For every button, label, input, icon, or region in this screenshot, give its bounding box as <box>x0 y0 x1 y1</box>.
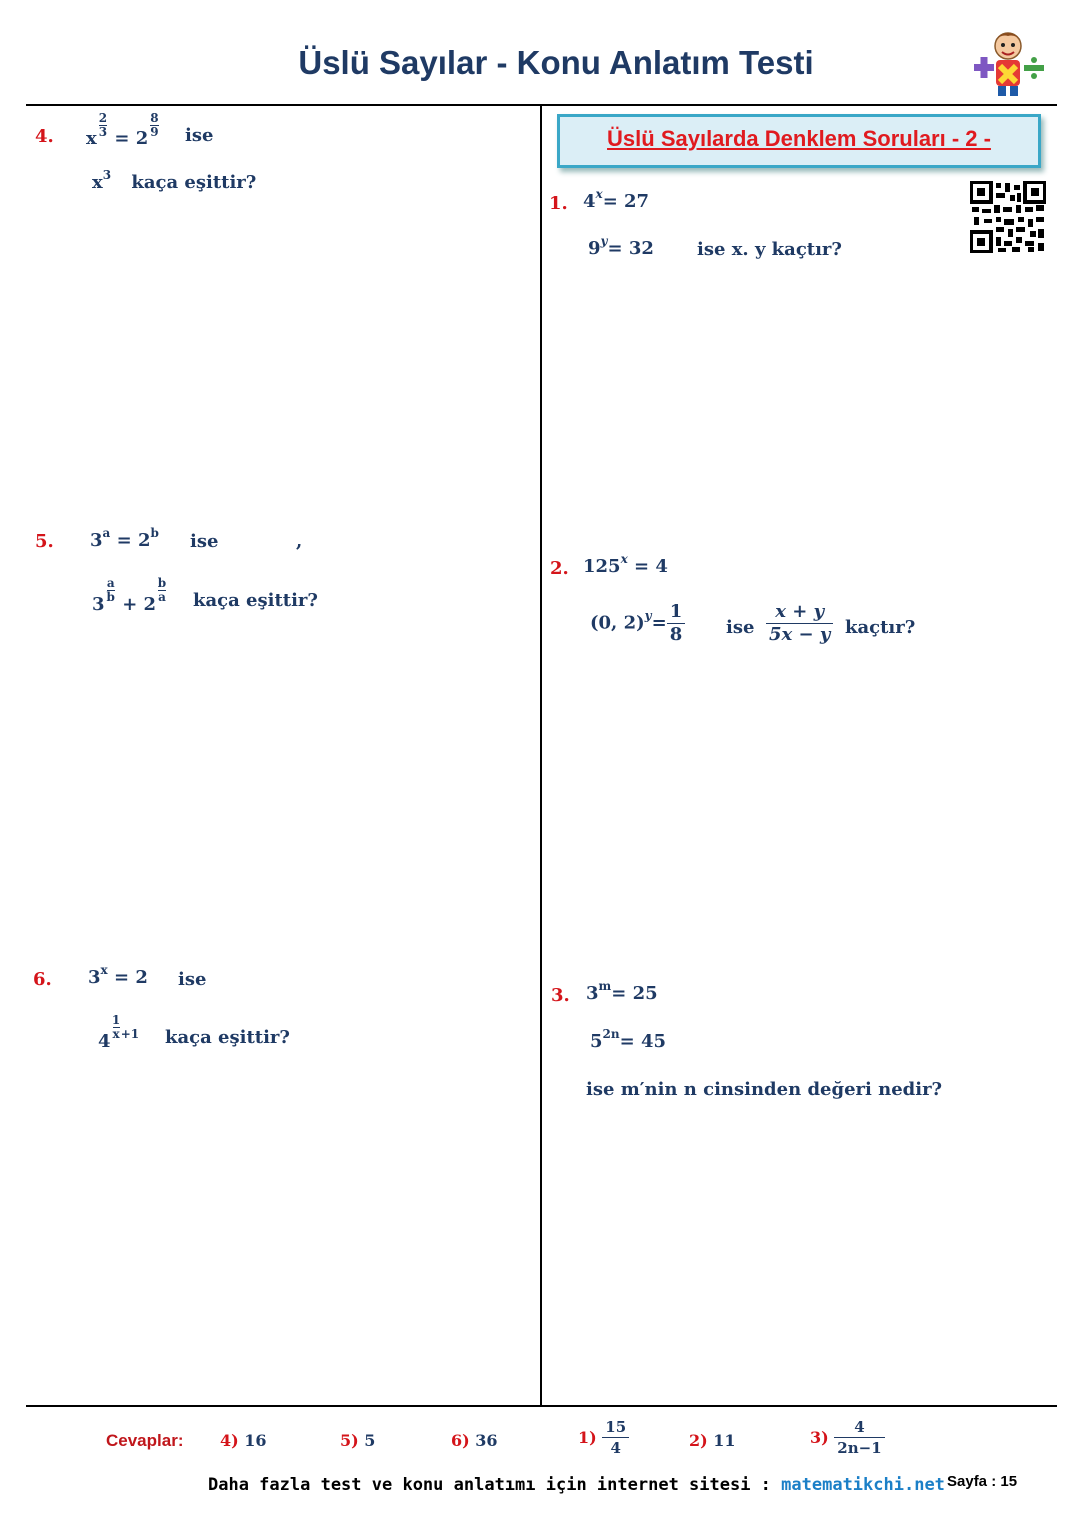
q6-equation: 3$^x$ = 2 <box>88 963 148 988</box>
ise-label: ise <box>185 125 214 146</box>
answer-item: 3) $\frac{4}{2n-1}$ <box>810 1417 885 1458</box>
comma: , <box>296 531 303 552</box>
q2-ratio: $\frac{x + y}{5x - y}$ <box>766 601 833 646</box>
answer-item: 2) 11 <box>689 1431 736 1450</box>
question-number: 3. <box>551 985 570 1006</box>
q4-equation: $x\frac{2}{3}$ = $2\frac{8}{9}$ <box>86 111 159 149</box>
question-number: 2. <box>550 558 569 579</box>
cartoon-kid-math-symbols-icon <box>966 26 1050 98</box>
q1-equation-2: $9^y= 32$ <box>588 234 654 259</box>
footer-text: Daha fazla test ve konu anlatımı için internet sitesi : matematikchi.net <box>208 1475 945 1495</box>
qr-code-icon <box>970 181 1046 253</box>
column-divider <box>540 105 542 1407</box>
q6-question: kaça eşittir? <box>165 1027 290 1048</box>
page-number: Sayfa : 15 <box>947 1473 1018 1490</box>
website-link[interactable]: matematikchi.net <box>781 1475 945 1495</box>
answer-item: 5) 5 <box>340 1431 376 1450</box>
section-title: Üslü Sayılarda Denklem Soruları - 2 - <box>607 126 991 151</box>
ise-label: ise <box>190 531 219 552</box>
question-number: 1. <box>549 193 568 214</box>
ise-label: ise <box>726 617 755 638</box>
q1-question: ise x. y kaçtır? <box>697 239 842 260</box>
q2-question: kaçtır? <box>845 617 916 638</box>
q6-expression: $4\frac{1}{x}$ $^{+1}$ <box>98 1013 140 1052</box>
page-title: Üslü Sayılar - Konu Anlatım Testi <box>298 44 814 81</box>
q3-equation-1: $3^m= 25$ <box>586 979 658 1004</box>
q1-equation-1: $4^x= 27$ <box>583 187 650 212</box>
answer-item: 1) $\frac{15}{4}$ <box>578 1417 629 1458</box>
question-number: 6. <box>33 969 52 990</box>
answer-item: 6) 36 <box>451 1431 498 1450</box>
question-number: 5. <box>35 531 54 552</box>
q3-equation-2: $5^{2n}= 45$ <box>590 1027 667 1052</box>
footer-divider <box>26 1405 1057 1407</box>
q5-equation: $3^a = 2^b$ <box>90 526 159 551</box>
ise-label: ise <box>178 969 207 990</box>
answer-item: 4) 16 <box>220 1431 267 1450</box>
q5-expression: $3\frac{a}{b}$ + $2\frac{b}{a}$ <box>92 576 167 615</box>
question-number: 4. <box>35 126 54 147</box>
answers-label: Cevaplar: <box>106 1431 184 1450</box>
q4-question: $x^3$ kaça eşittir? <box>92 168 257 193</box>
q2-equation-2: (0, 2)$^y$= $\frac{1}{8}$ <box>590 601 685 646</box>
q3-question: ise m′nin n cinsinden değeri nedir? <box>586 1079 943 1100</box>
q2-equation-1: 125$^x$ = 4 <box>583 552 668 577</box>
q5-question: kaça eşittir? <box>193 590 318 611</box>
